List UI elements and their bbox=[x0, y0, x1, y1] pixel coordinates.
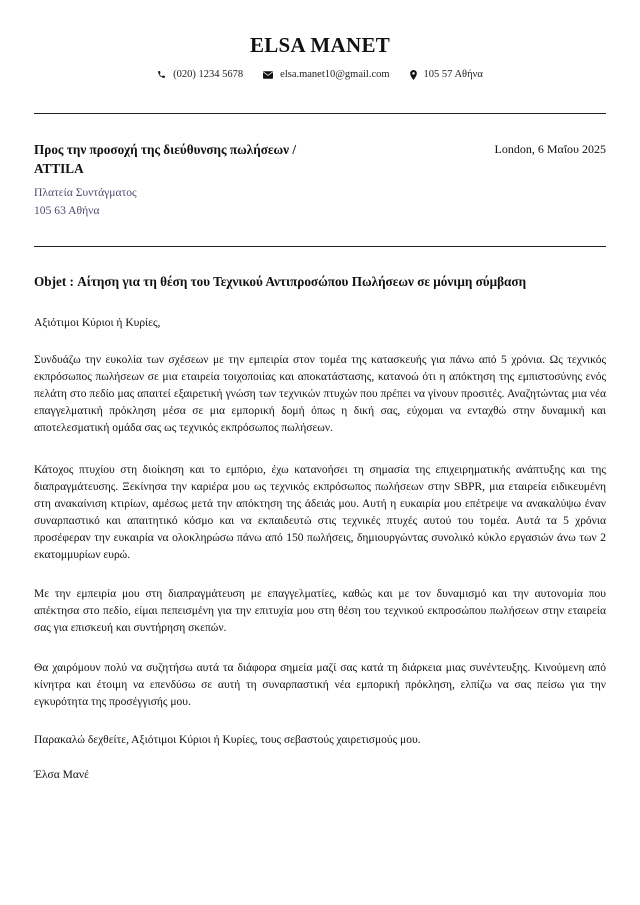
contact-location bbox=[410, 69, 483, 80]
letter-subject: Objet : Αίτηση για τη θέση του Τεχνικού Αντιπροσώπου Πωλήσεων σε μόνιμη σύμβαση bbox=[34, 274, 527, 289]
paragraph-2: Κάτοχος πτυχίου στη διοίκηση και το εμπόριο, έχω κατανοήσει τη σημασία της επιχειρηματικής ανάπτυξης και της διαπραγμάτευσης. Ξεκίνησα την καριέρα μου ως τεχνικός εκπρόσωπος πωλήσεων στην SBPR, μια εταιρεία ειδικευμένη στη ανακαίνιση κτιρίων, αμέσως μετά την απόκτηση της άδειάς μου. Αυτή η ευκαιρία μου επέτρεψε να ανακαλύψω έναν συναρπαστικό και απαιτητικό κόσμο και να εκπαιδευτώ στις τεχνικές πτυχές αυτού του τομέα. Αυτά τα 5 χρόνια προσέφεραν την ευκαιρία να ολοκληρώσω πάνω από 150 πωλήσεις, δημιουργώντας συνολικό κύκλο εργασιών άνω των 2 εκατομμυρίων ευρώ. bbox=[34, 464, 606, 561]
recipient-line1: Προς την προσοχή της διεύθυνσης πωλήσεων / bbox=[34, 142, 296, 157]
recipient-address-line1: Πλατεία Συντάγματος bbox=[34, 186, 137, 199]
recipient-block bbox=[34, 140, 364, 178]
phone-text: (020) 1234 5678 bbox=[173, 69, 244, 80]
paragraph-1: Συνδυάζω την ευκολία των σχέσεων με την εμπειρία στον τομέα της κατασκευής για πάνω από 5 χρόνια. Ως τεχνικός εκπρόσωπος πωλήσεων σε μια εταιρεία τοιχοποιίας και αποκατάστασης, κατανοώ ότι η απόκτηση της εμπιστοσύνης ενός πελάτη στο πεδίο μας απαιτεί εξαιρετική γνώση των τεχνικών πτυχών που πρέπει να γίνουν προσιτές. Αναζητώντας μια νέα επαγγελματική πρόκληση μέσα σε μια εμπορική δομή όπως η δική σας, εύχομαι να ενταχθώ στην δυναμική και αποτελεσματική ομάδα σας ως τεχνικός εκπρόσωπος πωλήσεων. bbox=[34, 354, 606, 434]
contact-email[interactable] bbox=[263, 69, 389, 80]
phone-icon bbox=[157, 70, 166, 79]
letter-date: London, 6 Μαΐου 2025 bbox=[494, 142, 606, 156]
paragraph-4: Θα χαιρόμουν πολύ να συζητήσω αυτά τα διάφορα σημεία μαζί σας κατά τη διάρκεια μιας συνέντευξης. Κινούμενη από κίνητρα και έτοιμη να επενδύσω σε αυτή τη συναρπαστική νέα εμπορική πρόκληση, ελπίζω να σας πείσω για την εγκυρότητα της προσέγγισής μου. bbox=[34, 662, 606, 708]
contact-bar bbox=[0, 69, 640, 80]
recipient-address-line2: 105 63 Αθήνα bbox=[34, 204, 100, 217]
sender-name: ELSA MANET bbox=[249, 33, 391, 57]
greeting: Αξιότιμοι Κύριοι ή Κυρίες, bbox=[34, 317, 161, 329]
header-divider bbox=[34, 113, 606, 114]
signature: Έλσα Μανέ bbox=[34, 769, 89, 781]
location-pin-icon bbox=[410, 70, 417, 80]
recipient-divider bbox=[34, 246, 606, 247]
email-text[interactable]: elsa.manet10@gmail.com bbox=[280, 69, 390, 80]
recipient-company: ATTILA bbox=[34, 161, 84, 176]
closing-line: Παρακαλώ δεχθείτε, Αξιότιμοι Κύριοι ή Κυρίες, τους σεβαστούς χαιρετισμούς μου. bbox=[34, 734, 421, 746]
location-text: 105 57 Αθήνα bbox=[423, 69, 483, 80]
mail-icon bbox=[263, 71, 273, 79]
paragraph-3: Με την εμπειρία μου στη διαπραγμάτευση με επαγγελματίες, καθώς και με τον δυναμισμό και την αυτονομία που απέκτησα στο πεδίο, είμαι πεπεισμένη για την επιτυχία μου στη θέση του τεχνικού εκπροσώπου πωλήσεων στην εταιρεία σας για επισκευή και συντήρηση σκεπών. bbox=[34, 588, 606, 634]
contact-phone bbox=[157, 69, 243, 80]
